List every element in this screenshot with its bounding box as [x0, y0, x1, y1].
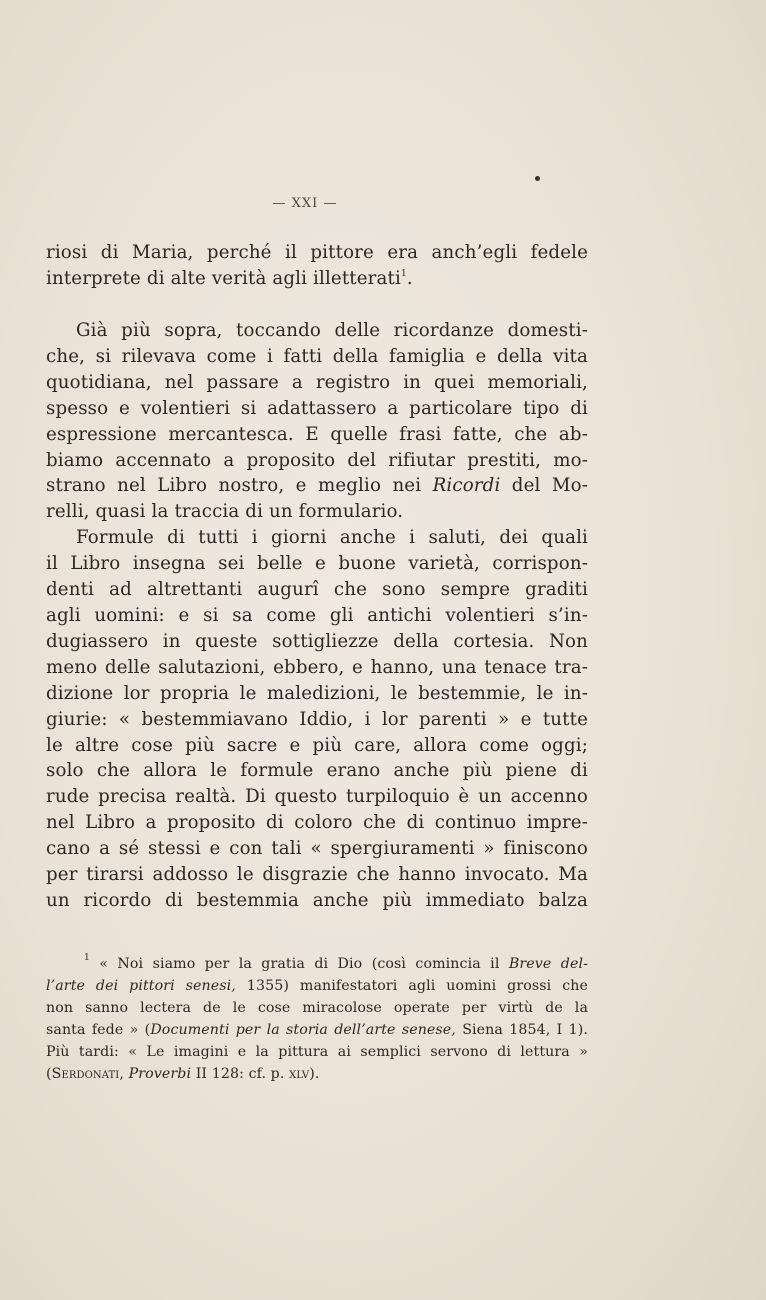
text-line: strano nel Libro nostro, e meglio nei Ricordi del Mo-: [46, 475, 588, 497]
text-line: dugiassero in queste sottigliezze della cortesia. Non: [46, 630, 588, 652]
author-name: Serdonati,: [51, 1066, 124, 1082]
text-line: espressione mercantesca. E quelle frasi fatte, che ab-: [46, 423, 588, 445]
text-line: il Libro insegna sei belle e buone varietà, corrispon-: [46, 553, 588, 575]
text-line: Formule di tutti i giorni anche i saluti, dei quali: [76, 527, 588, 549]
footnotes: [46, 953, 588, 1085]
text-line: interprete di alte verità agli illetterati$^1$.: [46, 267, 413, 289]
text-line: agli uomini: e si sa come gli antichi volentieri s’in-: [46, 604, 588, 626]
footnote-line: (Serdonati, Proverbi II 128: cf. p. xlv).: [46, 1066, 320, 1082]
text-line: solo che allora le formule erano anche più piene di: [46, 760, 588, 782]
continued-paragraph: [46, 240, 588, 292]
text-line: riosi di Maria, perché il pittore era anch’egli fedele: [46, 242, 588, 263]
running-head: — XXI —: [272, 196, 338, 211]
footnote-line: l’arte dei pittori senesi, 1355) manifestatori agli uomini grossi che: [46, 978, 588, 994]
text-line: rude precisa realtà. Di questo turpiloquio è un accenno: [46, 786, 588, 808]
body-text: [46, 318, 588, 914]
text-line: che, si rilevava come i fatti della famiglia e della vita: [46, 345, 588, 367]
footnote-line: santa fede » (Documenti per la storia dell’arte senese, Siena 1854, I 1).: [46, 1022, 588, 1038]
text-line: giurie: « bestemmiavano Iddio, i lor parenti » e tutte: [46, 708, 588, 730]
footnote-line: Più tardi: « Le imagini e la pittura ai semplici servono di lettura »: [46, 1044, 588, 1060]
text-line: spesso e volentieri si adattassero a particolare tipo di: [46, 397, 588, 419]
text-line: nel Libro a proposito di coloro che di continuo impre-: [46, 812, 588, 834]
text-line: meno delle salutazioni, ebbero, e hanno, una tenace tra-: [46, 656, 588, 678]
text-line: cano a sé stessi e con tali « spergiuramenti » finiscono: [46, 838, 588, 860]
footnote-ref: 1: [400, 268, 407, 279]
footnote-mark: 1: [84, 953, 90, 963]
text-line: le altre cose più sacre e più care, allora come oggi;: [46, 734, 588, 756]
text-line: per tirarsi addosso le disgrazie che hanno invocato. Ma: [46, 864, 588, 886]
text-line: dizione lor propria le maledizioni, le bestemmie, le in-: [46, 682, 588, 704]
text-line: Già più sopra, toccando delle ricordanze domesti-: [76, 320, 588, 341]
text-line: quotidiana, nel passare a registro in quei memoriali,: [46, 371, 588, 393]
work-title: Ricordi: [432, 475, 501, 497]
footnote-line: $^1$ « Noi siamo per la gratia di Dio (così comincia il Breve del-: [84, 953, 588, 972]
ink-speck: [535, 176, 540, 181]
text-line: denti ad altrettanti augurî che sono sempre graditi: [46, 579, 588, 601]
text-line: un ricordo di bestemmia anche più immediato balza: [46, 889, 588, 911]
text-line: biamo accennato a proposito del rifiutar prestiti, mo-: [46, 449, 588, 471]
text-line: relli, quasi la traccia di un formulario.: [46, 501, 404, 523]
footnote-line: non sanno lectera de le cose miracolose operate per virtù de la: [46, 1000, 588, 1016]
